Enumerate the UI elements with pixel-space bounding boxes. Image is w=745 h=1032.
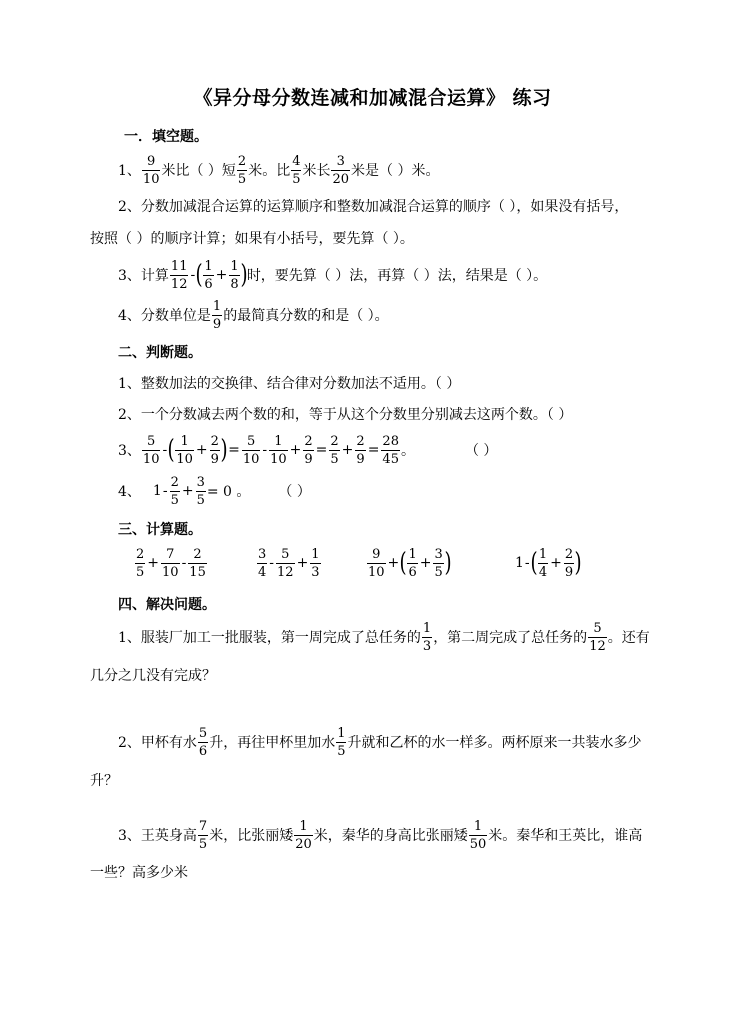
q4-text-0: 4、分数单位是 xyxy=(118,308,211,324)
minus-sign: - xyxy=(262,442,268,458)
fraction: $\frac{2}{5}$ xyxy=(170,474,179,508)
q2-line-2: 按照（ ）的顺序计算；如果有小括号，要先算（ ）。 xyxy=(90,231,414,247)
right-paren: ) xyxy=(444,548,452,578)
section-heading-judge: 二、判断题。 xyxy=(118,345,202,361)
left-paren: ( xyxy=(399,548,407,578)
problem-3-text-0: 3、王英身高 xyxy=(118,828,197,844)
problem-2-line-2: 升？ xyxy=(90,773,118,789)
fraction: $\frac{11}{12}$ xyxy=(170,258,188,292)
fraction: $\frac{1}{20}$ xyxy=(295,818,312,852)
calc-expr-1 xyxy=(134,543,208,583)
fraction: $\frac{1}{10}$ xyxy=(270,433,287,467)
page-title: 《异分母分数连减和加减混合运算》 练习 xyxy=(193,87,552,109)
fraction: $\frac{2}{15}$ xyxy=(189,546,206,580)
problem-3-text-1: 米，比张丽矮 xyxy=(209,828,294,844)
plus-sign: + xyxy=(181,483,194,499)
plus-sign: + xyxy=(195,442,208,458)
fraction: $\frac{2}{9}$ xyxy=(304,433,313,467)
q4-line xyxy=(118,297,389,333)
plus-sign: + xyxy=(289,442,302,458)
fraction: $\frac{1}{6}$ xyxy=(408,546,417,580)
q3-line xyxy=(118,255,547,295)
problem-2-text-2: 升就和乙杯的水一样多。两杯原来一共装水多少 xyxy=(347,735,642,751)
fraction: $\frac{1}{4}$ xyxy=(538,546,548,580)
problem-1-text-2: 。还有 xyxy=(607,630,650,646)
fraction: $\frac{2}{9}$ xyxy=(356,433,365,467)
fraction: $\frac{5}{6}$ xyxy=(198,725,208,759)
fraction: $\frac{3}{5}$ xyxy=(434,546,443,580)
judge-1: 1、整数加法的交换律、结合律对分数加法不适用。（ ） xyxy=(118,376,461,392)
fraction: $\frac{2}{9}$ xyxy=(210,433,219,467)
judge-3-number: 3、 xyxy=(118,443,141,459)
fraction: $\frac{7}{10}$ xyxy=(162,546,179,580)
left-paren: ( xyxy=(195,260,203,290)
problem-2-line-1 xyxy=(118,722,641,762)
q4-text-1: 的最简真分数的和是（ ）。 xyxy=(223,308,389,324)
calc-expr-4 xyxy=(515,543,581,583)
fraction: $\frac{1}{8}$ xyxy=(230,258,239,292)
fraction: $\frac{1}{50}$ xyxy=(469,818,487,852)
fraction: $\frac{2}{5}$ xyxy=(136,546,145,580)
right-paren: ) xyxy=(240,260,248,290)
q1-line xyxy=(118,150,439,190)
section-heading-problems: 四、解决问题。 xyxy=(118,597,216,613)
problem-1-text-0: 1、服装厂加工一批服装，第一周完成了总任务的 xyxy=(118,630,421,646)
right-paren: ) xyxy=(574,548,582,578)
fraction: $\frac{5}{10}$ xyxy=(242,433,260,467)
q2-line-1: 2、分数加减混合运算的运算顺序和整数加减混合运算的顺序（ ），如果没有括号， xyxy=(118,199,629,215)
fraction: $\frac{2}{5}$ xyxy=(330,433,339,467)
calc-expr-2 xyxy=(256,543,322,583)
q3-text-1: 时，要先算（ ）法，再算（ ）法，结果是（ ）。 xyxy=(246,268,548,284)
equals-sign: = xyxy=(315,442,328,458)
problem-2-text-0: 2、甲杯有水 xyxy=(118,735,197,751)
fraction: $\frac{1}{3}$ xyxy=(311,546,320,580)
q1-text-2: 米。比 xyxy=(248,163,291,179)
fraction: $\frac{2}{5}$ xyxy=(237,153,247,187)
problem-1-text-1: ，第二周完成了总任务的 xyxy=(433,630,588,646)
q3-text-0: 3、计算 xyxy=(118,268,169,284)
fraction: $\frac{1}{10}$ xyxy=(176,433,193,467)
judge-2: 2、一个分数减去两个数的和，等于从这个分数里分别减去这两个数。（ ） xyxy=(118,407,573,423)
number-one: 1 xyxy=(515,555,524,571)
minus-sign: - xyxy=(190,267,196,283)
answer-blank: （ ） xyxy=(464,443,498,459)
q1-text-3: 米长 xyxy=(302,163,331,179)
left-paren: ( xyxy=(167,435,175,465)
plus-sign: + xyxy=(550,555,562,571)
equals-sign: = xyxy=(367,442,380,458)
number-one: 1 xyxy=(152,483,162,499)
problem-1-line-2: 几分之几没有完成？ xyxy=(90,668,216,684)
fraction: $\frac{4}{5}$ xyxy=(292,153,301,187)
plus-sign: + xyxy=(387,555,400,571)
fraction: $\frac{2}{9}$ xyxy=(564,546,574,580)
problem-3-text-2: 米，秦华的身高比张丽矮 xyxy=(313,828,468,844)
judge-3 xyxy=(118,430,497,470)
fraction: $\frac{7}{5}$ xyxy=(198,818,208,852)
answer-blank: （ ） xyxy=(278,484,311,500)
minus-sign: - xyxy=(162,483,168,499)
plus-sign: + xyxy=(341,442,354,458)
fraction: $\frac{3}{4}$ xyxy=(258,546,267,580)
q1-text-4: 米是（ ）米。 xyxy=(351,163,440,179)
plus-sign: + xyxy=(419,555,432,571)
fraction: $\frac{5}{10}$ xyxy=(142,433,160,467)
minus-sign: - xyxy=(524,555,530,571)
problem-3-text-3: 米。秦华和王英比，谁高 xyxy=(488,828,643,844)
right-paren: ) xyxy=(220,435,228,465)
plus-sign: + xyxy=(215,267,228,283)
fraction: $\frac{9}{10}$ xyxy=(368,546,385,580)
fraction: $\frac{3}{20}$ xyxy=(332,153,350,187)
fraction: $\frac{1}{9}$ xyxy=(212,298,222,332)
judge-4 xyxy=(118,471,311,511)
minus-sign: - xyxy=(269,555,275,571)
judge-4-number: 4、 xyxy=(118,484,141,500)
fraction: $\frac{1}{6}$ xyxy=(204,258,213,292)
calc-expr-3 xyxy=(366,543,451,583)
fraction: $\frac{5}{12}$ xyxy=(589,620,606,654)
q1-text-1: 米比（ ）短 xyxy=(161,163,236,179)
fraction: $\frac{1}{5}$ xyxy=(337,725,346,759)
fraction: $\frac{3}{5}$ xyxy=(196,474,205,508)
plus-sign: + xyxy=(296,555,309,571)
period: 。 xyxy=(400,443,415,459)
left-paren: ( xyxy=(530,548,538,578)
problem-3-line-1 xyxy=(118,815,642,855)
section-heading-fill-blank: 一．填空题。 xyxy=(124,129,208,145)
fraction: $\frac{5}{12}$ xyxy=(277,546,294,580)
problem-2-text-1: 升，再往甲杯里加水 xyxy=(209,735,336,751)
problem-1-line-1 xyxy=(118,617,650,657)
section-heading-calc: 三、计算题。 xyxy=(118,522,202,538)
fraction: $\frac{9}{10}$ xyxy=(142,153,160,187)
equals-sign: = xyxy=(228,442,240,458)
problem-3-line-2: 一些？高多少米 xyxy=(90,865,188,881)
plus-sign: + xyxy=(147,555,160,571)
fraction: $\frac{28}{45}$ xyxy=(382,433,399,467)
minus-sign: - xyxy=(162,442,168,458)
fraction: $\frac{1}{3}$ xyxy=(422,620,432,654)
equals-zero: = 0 。 xyxy=(206,484,251,500)
q1-number: 1、 xyxy=(118,163,141,179)
minus-sign: - xyxy=(181,555,187,571)
